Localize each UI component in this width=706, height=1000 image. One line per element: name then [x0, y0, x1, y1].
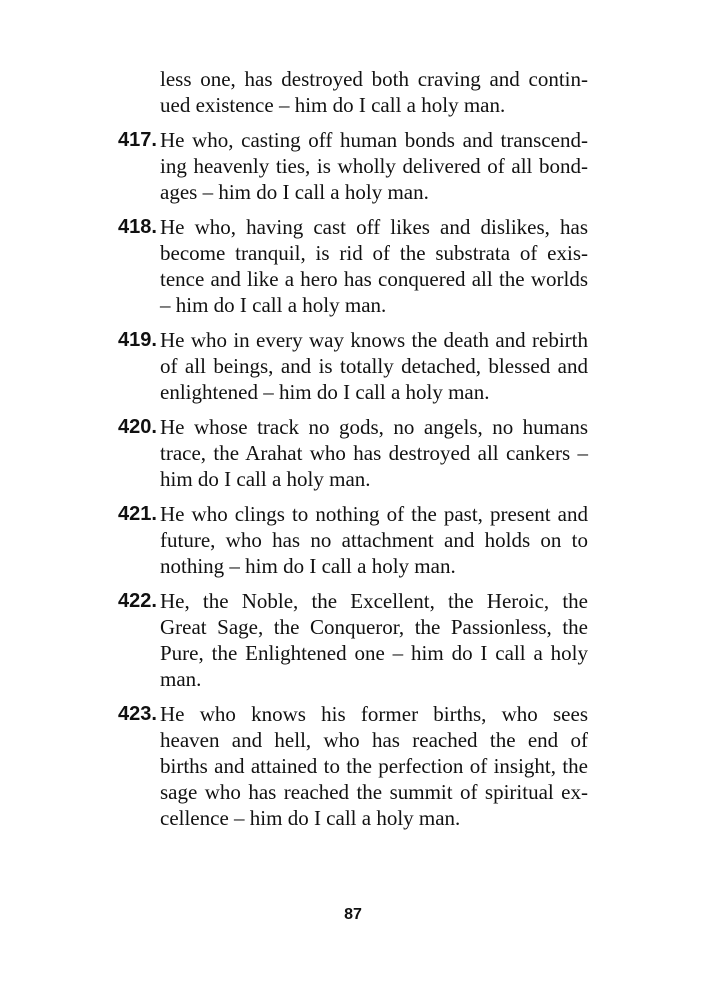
- verse-text: [160, 327, 588, 405]
- text-line: trace, the Arahat who has destroyed all cankers –: [160, 441, 588, 465]
- text-line: He, the Noble, the Excellent, the Heroic, the: [160, 589, 588, 613]
- verse-text: [160, 588, 588, 692]
- text-line: nothing – him do I call a holy man.: [160, 554, 456, 578]
- text-line: of all beings, and is totally detached, blessed and: [160, 354, 588, 378]
- verse-number: 418.: [118, 216, 157, 238]
- verse-text: [160, 214, 588, 318]
- verse-number: 420.: [118, 416, 157, 438]
- text-line: He whose track no gods, no angels, no humans: [160, 415, 588, 439]
- text-line: cellence – him do I call a holy man.: [160, 806, 461, 830]
- text-line: Great Sage, the Conqueror, the Passionless, the: [160, 615, 588, 639]
- verse-420: [118, 414, 588, 492]
- text-line: Pure, the Enlightened one – him do I call a holy: [160, 641, 588, 665]
- verse-419: [118, 327, 588, 405]
- text-line: He who knows his former births, who sees: [160, 702, 588, 726]
- text-line: – him do I call a holy man.: [160, 293, 387, 317]
- verse-417: [118, 127, 588, 205]
- verse-text: [160, 127, 588, 205]
- verse-number: 423.: [118, 703, 157, 725]
- verse-text: [160, 701, 588, 831]
- text-line: ued existence – him do I call a holy man.: [160, 93, 506, 117]
- text-line: become tranquil, is rid of the substrata of exis-: [160, 241, 588, 265]
- text-line: future, who has no attachment and holds on to: [160, 528, 588, 552]
- text-line: enlightened – him do I call a holy man.: [160, 380, 490, 404]
- text-line: man.: [160, 667, 202, 691]
- verse-423: [118, 701, 588, 831]
- verse-number: 419.: [118, 329, 157, 351]
- text-line: He who clings to nothing of the past, present and: [160, 502, 588, 526]
- text-line: He who, having cast off likes and dislikes, has: [160, 215, 588, 239]
- verse-continuation: [160, 66, 588, 118]
- text-line: less one, has destroyed both craving and contin-: [160, 67, 588, 91]
- verse-422: [118, 588, 588, 692]
- text-line: births and attained to the perfection of insight, the: [160, 754, 588, 778]
- verse-text: [160, 501, 588, 579]
- text-line: ages – him do I call a holy man.: [160, 180, 429, 204]
- page-number: 87: [344, 906, 362, 923]
- text-line: He who, casting off human bonds and transcend-: [160, 128, 588, 152]
- text-line: sage who has reached the summit of spiritual ex-: [160, 780, 588, 804]
- verse-418: [118, 214, 588, 318]
- text-line: He who in every way knows the death and rebirth: [160, 328, 588, 352]
- verse-list: [118, 66, 588, 840]
- verse-number: 421.: [118, 503, 157, 525]
- text-line: tence and like a hero has conquered all the worlds: [160, 267, 588, 291]
- verse-number: 422.: [118, 590, 157, 612]
- verse-number: 417.: [118, 129, 157, 151]
- text-line: ing heavenly ties, is wholly delivered of all bond-: [160, 154, 588, 178]
- verse-421: [118, 501, 588, 579]
- text-line: him do I call a holy man.: [160, 467, 371, 491]
- text-line: heaven and hell, who has reached the end of: [160, 728, 588, 752]
- verse-text: [160, 414, 588, 492]
